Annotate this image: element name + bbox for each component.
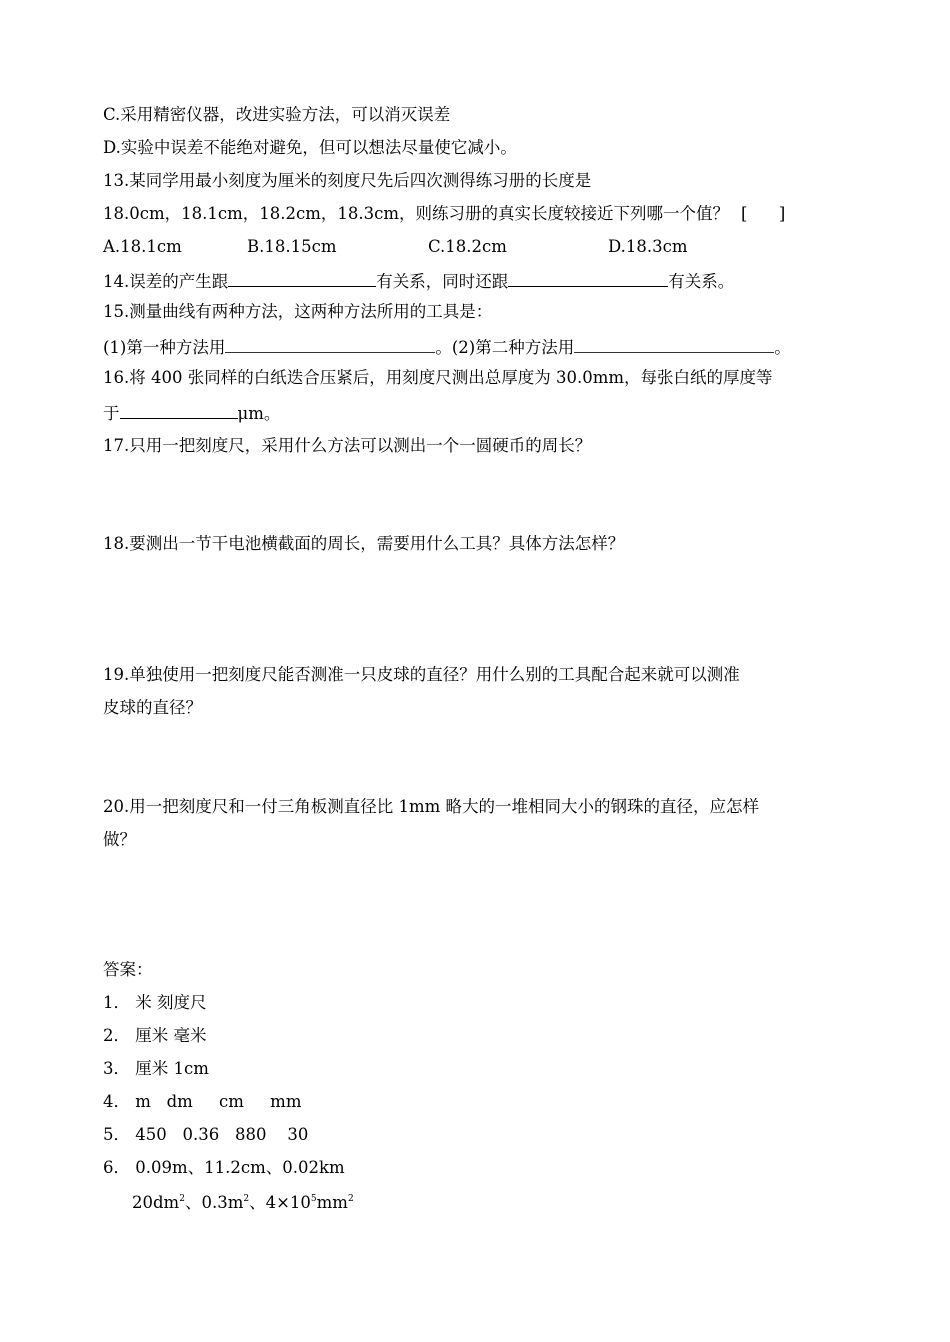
area-value-3: 、4×10 bbox=[249, 1193, 311, 1212]
q13-answer-bracket: [ ] bbox=[741, 204, 786, 223]
q15-text-line1: 15.测量曲线有两种方法，这两种方法所用的工具是： bbox=[103, 302, 493, 321]
area-value-4: mm bbox=[316, 1193, 348, 1212]
q16-part1: 于 bbox=[103, 404, 120, 423]
q20-text-line1: 20.用一把刻度尺和一付三角板测直径比 1mm 略大的一堆相同大小的钢珠的直径，应怎样 bbox=[103, 797, 760, 816]
q13-option-c: C.18.2cm bbox=[428, 237, 507, 256]
q16-text-line1: 16.将 400 张同样的白纸迭合压紧后，用刻度尺测出总厚度为 30.0mm，每张白纸的厚度等 bbox=[103, 368, 773, 387]
area-exponent-3: 5 bbox=[310, 1194, 317, 1204]
q13-text-line2 bbox=[103, 203, 785, 225]
q13-question: 18.0cm，18.1cm，18.2cm，18.3cm，则练习册的真实长度较接近下列哪一个值？ bbox=[103, 204, 730, 223]
area-value-2: 、0.3m bbox=[184, 1193, 244, 1212]
q16-blank[interactable] bbox=[120, 400, 238, 419]
q17-text: 17.只用一把刻度尺，采用什么方法可以测出一个一圆硬币的周长？ bbox=[103, 436, 592, 455]
q14-blank-2[interactable] bbox=[508, 268, 668, 287]
answer-3: 3． 厘米 1cm bbox=[103, 1059, 209, 1078]
q13-option-d: D.18.3cm bbox=[608, 237, 688, 256]
q15-line2 bbox=[103, 334, 791, 359]
q16-part2: μm。 bbox=[237, 404, 281, 423]
answer-1: 1． 米 刻度尺 bbox=[103, 993, 207, 1012]
q13-option-a: A.18.1cm bbox=[103, 237, 182, 256]
q14-part3: 有关系。 bbox=[668, 272, 735, 291]
area-value-1: 20dm bbox=[132, 1193, 180, 1212]
area-exponent-4: 2 bbox=[347, 1194, 354, 1204]
q12-option-d: D.实验中误差不能绝对避免，但可以想法尽量使它减小。 bbox=[103, 138, 517, 157]
area-exponent-2: 2 bbox=[243, 1194, 250, 1204]
q19-text-line2: 皮球的直径？ bbox=[103, 698, 202, 717]
q14-line bbox=[103, 268, 734, 293]
answer-4: 4． m dm cm mm bbox=[103, 1092, 302, 1111]
answer-6-areas bbox=[132, 1188, 354, 1214]
q18-text: 18.要测出一节干电池横截面的周长，需要用什么工具？具体方法怎样？ bbox=[103, 534, 625, 553]
q15-part3: 。 bbox=[774, 338, 791, 357]
q15-blank-2[interactable] bbox=[574, 334, 774, 353]
q13-option-b: B.18.15cm bbox=[247, 237, 337, 256]
q20-text-line2: 做？ bbox=[103, 830, 136, 849]
q15-blank-1[interactable] bbox=[225, 334, 435, 353]
q14-part2: 有关系，同时还跟 bbox=[376, 272, 509, 291]
answer-5: 5． 450 0.36 880 30 bbox=[103, 1125, 309, 1144]
q19-text-line1: 19.单独使用一把刻度尺能否测准一只皮球的直径？用什么别的工具配合起来就可以测准 bbox=[103, 665, 740, 684]
q15-part1: (1)第一种方法用 bbox=[103, 338, 226, 357]
answers-heading: 答案： bbox=[103, 960, 153, 979]
q16-line2 bbox=[103, 400, 280, 425]
q14-blank-1[interactable] bbox=[228, 268, 376, 287]
q14-part1: 14.误差的产生跟 bbox=[103, 272, 229, 291]
answer-6: 6． 0.09m、11.2cm、0.02km bbox=[103, 1158, 345, 1177]
q13-text-line1: 13.某同学用最小刻度为厘米的刻度尺先后四次测得练习册的长度是 bbox=[103, 171, 592, 190]
q12-option-c: C.采用精密仪器，改进实验方法，可以消灭误差 bbox=[103, 105, 451, 124]
q13-options bbox=[103, 236, 688, 258]
answer-2: 2． 厘米 毫米 bbox=[103, 1026, 207, 1045]
area-exponent-1: 2 bbox=[179, 1194, 185, 1204]
q15-part2: 。(2)第二种方法用 bbox=[435, 338, 575, 357]
